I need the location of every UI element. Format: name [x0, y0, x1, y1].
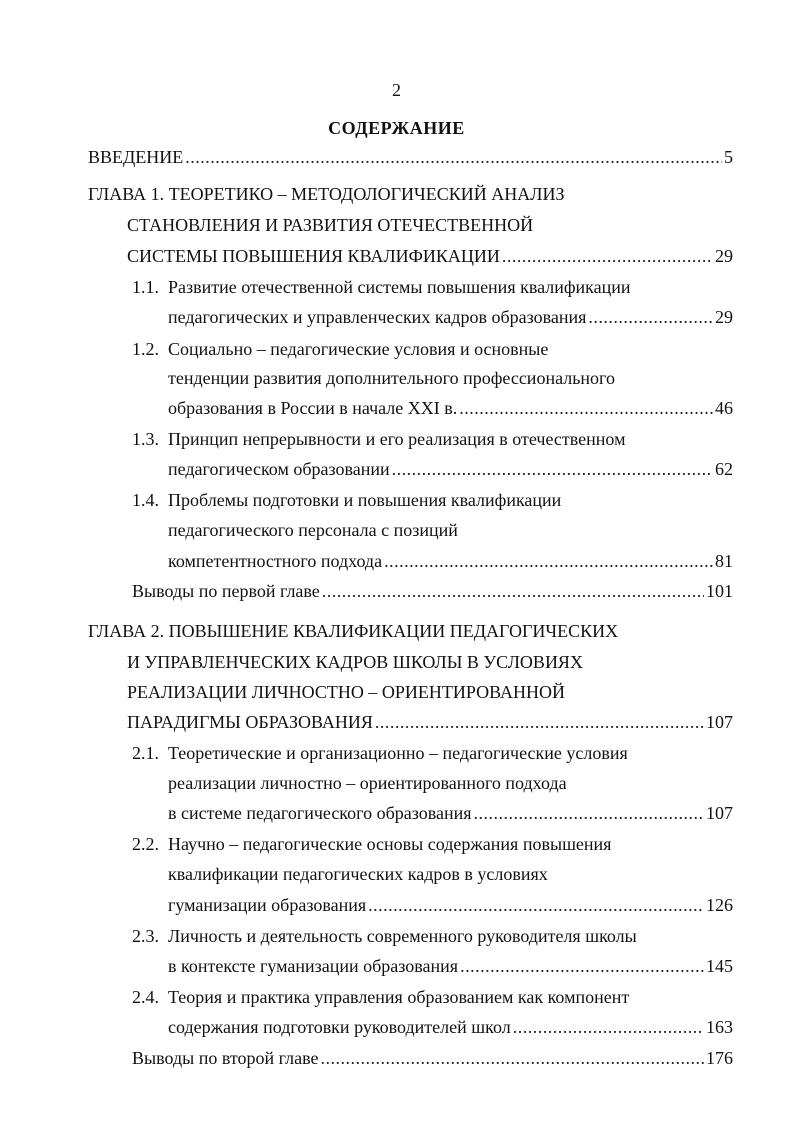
toc-section-2-4-line-2[interactable]: содержания подготовки руководителей школ ..... 163: [168, 1015, 733, 1039]
dot-leader: [320, 1046, 704, 1070]
toc-page-number: 145: [706, 956, 733, 976]
toc-section-1-1-line-2[interactable]: педагогических и управленческих кадров образования ..... 29: [168, 305, 733, 329]
toc-section-2-1-line-3[interactable]: в системе педагогического образования ..... 107: [168, 801, 733, 825]
toc-chapter-2-line-4[interactable]: ПАРАДИГМЫ ОБРАЗОВАНИЯ ..... 107: [127, 710, 733, 734]
toc-section-2-4-line-1[interactable]: 2.4. Теория и практика управления образованием как компонент: [132, 987, 630, 1007]
toc-page-number: 46: [715, 398, 733, 418]
toc-chapter-1-line-3[interactable]: СИСТЕМЫ ПОВЫШЕНИЯ КВАЛИФИКАЦИИ ..... 29: [127, 244, 733, 268]
toc-section-1-4-line-3[interactable]: компетентностного подхода ..... 81: [168, 549, 733, 573]
dot-leader: [513, 1015, 704, 1039]
toc-section-1-2-line-1[interactable]: 1.2. Социально – педагогические условия и основные: [132, 339, 549, 359]
toc-section-2-1-line-2[interactable]: реализации личностно – ориентированного подхода: [168, 773, 567, 793]
toc-page-number: 163: [706, 1017, 733, 1037]
toc-page-number: 107: [706, 803, 733, 823]
toc-page-number: 81: [715, 551, 733, 571]
dot-leader: [384, 549, 713, 573]
dot-leader: [474, 801, 704, 825]
dot-leader: [185, 145, 722, 169]
toc-conclusion-2[interactable]: Выводы по второй главе ..... 176: [132, 1046, 733, 1070]
section-number: 2.1.: [132, 743, 159, 763]
toc-page-number: 107: [706, 712, 733, 732]
section-number: 1.4.: [132, 490, 159, 510]
page-number: 2: [392, 80, 401, 100]
toc-chapter-2-line-2[interactable]: И УПРАВЛЕНЧЕСКИХ КАДРОВ ШКОЛЫ В УСЛОВИЯХ: [127, 652, 583, 672]
section-number: 1.2.: [132, 339, 159, 359]
dot-leader: [588, 305, 713, 329]
section-number: 1.1.: [132, 277, 159, 297]
toc-chapter-1-line-2[interactable]: СТАНОВЛЕНИЯ И РАЗВИТИЯ ОТЕЧЕСТВЕННОЙ: [127, 215, 534, 235]
toc-section-1-3-line-2[interactable]: педагогическом образовании ..... 62: [168, 457, 733, 481]
toc-section-2-1-line-1[interactable]: 2.1. Теоретические и организационно – педагогические условия: [132, 743, 628, 763]
dot-leader: [460, 954, 704, 978]
toc-page-number: 62: [715, 459, 733, 479]
toc-section-2-2-line-1[interactable]: 2.2. Научно – педагогические основы содержания повышения: [132, 834, 612, 854]
dot-leader: [368, 893, 704, 917]
toc-section-1-2-line-3[interactable]: образования в России в начале XXI в. ..... 46: [168, 396, 733, 420]
dot-leader: [459, 396, 713, 420]
toc-section-1-4-line-2[interactable]: педагогического персонала с позиций: [168, 520, 458, 540]
dot-leader: [392, 457, 713, 481]
toc-chapter-2-line-1[interactable]: ГЛАВА 2. ПОВЫШЕНИЕ КВАЛИФИКАЦИИ ПЕДАГОГИЧЕСКИХ: [88, 621, 619, 641]
toc-section-1-4-line-1[interactable]: 1.4. Проблемы подготовки и повышения квалификации: [132, 490, 562, 510]
toc-page-number: 126: [706, 895, 733, 915]
dot-leader: [502, 244, 713, 268]
toc-section-2-3-line-1[interactable]: 2.3. Личность и деятельность современного руководителя школы: [132, 926, 637, 946]
toc-page-number: 29: [715, 246, 733, 266]
toc-entry-intro[interactable]: ВВЕДЕНИЕ ..... 5: [88, 145, 733, 169]
toc-section-2-2-line-3[interactable]: гуманизации образования ..... 126: [168, 893, 733, 917]
dot-leader: [322, 579, 704, 603]
dot-leader: [375, 710, 704, 734]
toc-section-1-1-line-1[interactable]: 1.1. Развитие отечественной системы повышения квалификации: [132, 277, 631, 297]
toc-page-number: 101: [706, 581, 733, 601]
toc-page-number: 29: [715, 307, 733, 327]
toc-title: СОДЕРЖАНИЕ: [328, 118, 465, 138]
toc-chapter-2-line-3[interactable]: РЕАЛИЗАЦИИ ЛИЧНОСТНО – ОРИЕНТИРОВАННОЙ: [127, 682, 565, 702]
section-number: 1.3.: [132, 429, 159, 449]
toc-page-number: 5: [724, 147, 733, 167]
section-number: 2.4.: [132, 987, 159, 1007]
toc-conclusion-1[interactable]: Выводы по первой главе ..... 101: [132, 579, 733, 603]
section-number: 2.3.: [132, 926, 159, 946]
toc-chapter-1-line-1[interactable]: ГЛАВА 1. ТЕОРЕТИКО – МЕТОДОЛОГИЧЕСКИЙ АНАЛИЗ: [88, 184, 565, 204]
toc-section-1-3-line-1[interactable]: 1.3. Принцип непрерывности и его реализация в отечественном: [132, 429, 626, 449]
toc-section-2-3-line-2[interactable]: в контексте гуманизации образования ..... 145: [168, 954, 733, 978]
section-number: 2.2.: [132, 834, 159, 854]
toc-section-1-2-line-2[interactable]: тенденции развития дополнительного профессионального: [168, 368, 615, 388]
toc-section-2-2-line-2[interactable]: квалификации педагогических кадров в условиях: [168, 864, 548, 884]
toc-page-number: 176: [706, 1048, 733, 1068]
